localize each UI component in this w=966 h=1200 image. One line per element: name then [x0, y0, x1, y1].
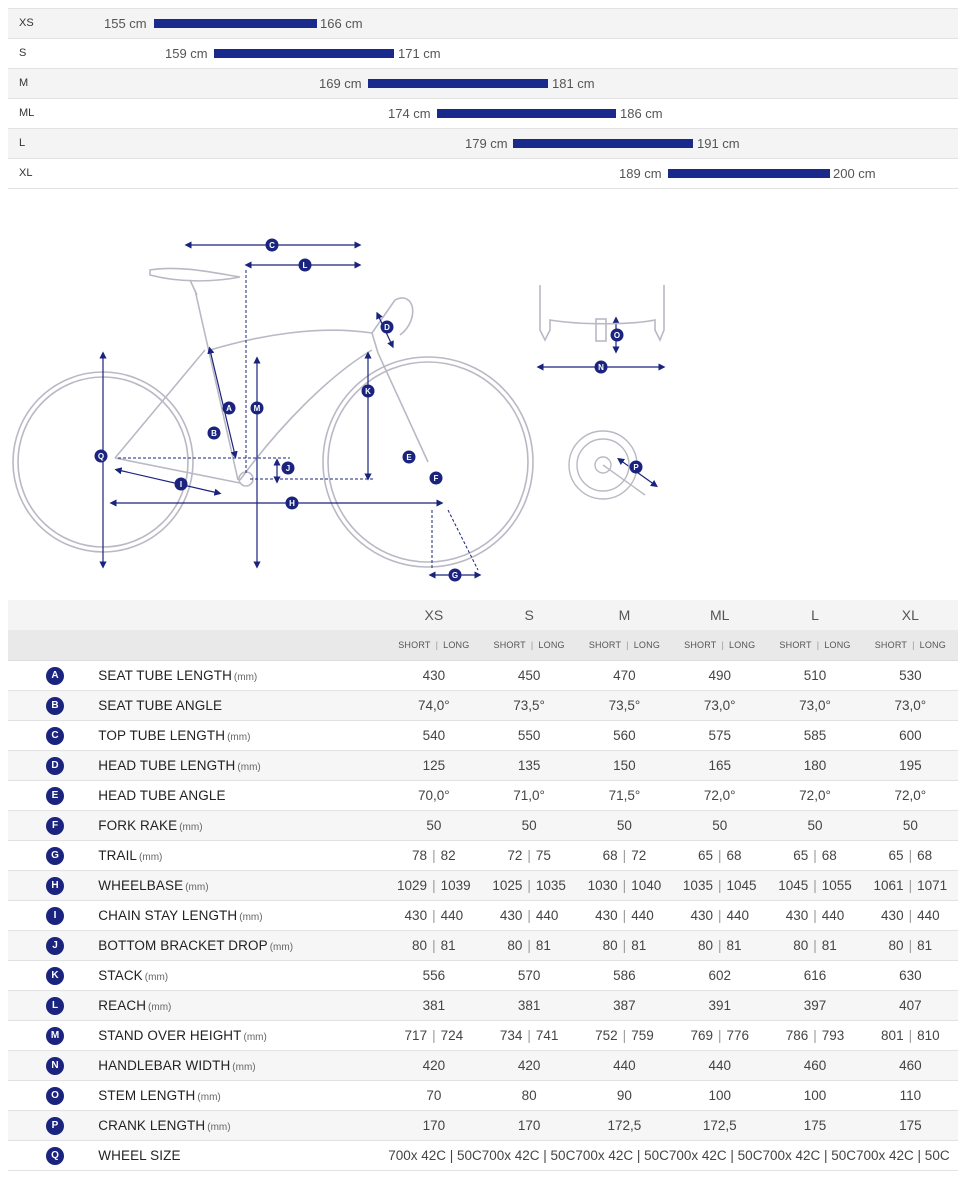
table-cell: 71,0° [513, 787, 545, 803]
svg-text:H: H [289, 499, 295, 508]
table-cell: 180 [803, 757, 827, 773]
table-cell: 65 | 68 [697, 847, 742, 863]
svg-text:E: E [406, 453, 412, 462]
table-cell: 110 [899, 1087, 922, 1103]
row-letter-badge: H [46, 877, 64, 895]
row-letter-badge: F [46, 817, 64, 835]
row-name: FORK RAKE [98, 817, 178, 833]
row-unit: (mm) [232, 1061, 256, 1073]
row-name: TRAIL [98, 847, 138, 863]
table-cell: 769 | 776 [690, 1027, 750, 1043]
table-cell: 450 [517, 667, 541, 683]
short-long-label: SHORT | LONG [779, 639, 851, 650]
table-cell: 172,5 [607, 1117, 642, 1133]
table-cell: 170 [517, 1117, 541, 1133]
table-cell: 586 [613, 967, 636, 983]
size-range-chart [8, 8, 958, 189]
table-cell: 65 | 68 [793, 847, 837, 863]
size-row-xs [8, 8, 958, 39]
table-row [8, 990, 958, 1020]
size-min: 155 cm [104, 16, 147, 31]
table-cell: 460 [899, 1057, 922, 1073]
table-row [8, 690, 958, 720]
short-long-label: SHORT | LONG [684, 639, 756, 650]
diagram-label-g [449, 569, 462, 582]
table-row [8, 1080, 958, 1110]
short-long-label: SHORT | LONG [874, 639, 946, 650]
row-letter-badge: A [46, 667, 64, 685]
row-letter-badge: Q [46, 1147, 64, 1165]
size-label: XS [19, 17, 34, 29]
table-cell: 391 [708, 997, 731, 1013]
table-cell: 150 [613, 757, 636, 773]
size-label: ML [19, 107, 35, 119]
row-unit: (mm) [139, 851, 163, 863]
col-size-xl: XL [901, 607, 919, 623]
table-row [8, 720, 958, 750]
svg-text:M: M [253, 404, 261, 413]
table-cell: 195 [899, 757, 922, 773]
table-cell: 72,0° [799, 787, 831, 803]
table-cell: 540 [422, 727, 446, 743]
table-cell: 80 | 81 [507, 937, 551, 953]
row-name: REACH [98, 997, 147, 1013]
diagram-label-l [299, 259, 312, 272]
diagram-label-m [251, 402, 264, 415]
row-unit: (mm) [207, 1121, 231, 1133]
row-letter-badge: M [46, 1027, 64, 1045]
diagram-label-b [208, 427, 221, 440]
svg-text:L: L [302, 261, 308, 270]
table-cell: 460 [803, 1057, 827, 1073]
table-cell: 73,0° [894, 697, 927, 713]
table-cell: 1045 | 1055 [778, 877, 852, 893]
table-cell: 125 [422, 757, 446, 773]
svg-text:G: G [451, 571, 459, 580]
size-max: 166 cm [320, 16, 363, 31]
row-name: SEAT TUBE LENGTH [98, 667, 232, 683]
diagram-label-j [282, 462, 295, 475]
table-cell: 172,5 [702, 1117, 737, 1133]
size-min: 169 cm [319, 76, 362, 91]
table-row [8, 840, 958, 870]
row-letter-badge: P [46, 1117, 64, 1135]
diagram-label-o [611, 329, 624, 342]
table-cell: 381 [517, 997, 541, 1013]
table-cell: 786 | 793 [785, 1027, 845, 1043]
col-size-m: M [618, 607, 631, 623]
size-min: 174 cm [388, 106, 431, 121]
table-cell: 616 [803, 967, 827, 983]
table-cell: 752 | 759 [595, 1027, 654, 1043]
short-long-label: SHORT | LONG [398, 639, 470, 650]
size-label: M [19, 77, 29, 89]
table-cell: 490 [708, 667, 731, 683]
size-range-bar [154, 19, 317, 28]
row-name: STAND OVER HEIGHT [98, 1027, 242, 1043]
row-unit: (mm) [197, 1091, 221, 1103]
table-cell: 72,0° [703, 787, 736, 803]
size-row-l [8, 129, 958, 159]
row-unit: (mm) [144, 971, 169, 983]
table-cell: 80 | 81 [412, 937, 456, 953]
table-cell: 440 [613, 1057, 636, 1073]
row-unit: (mm) [237, 761, 261, 773]
table-cell: 72,0° [894, 787, 927, 803]
row-name: BOTTOM BRACKET DROP [98, 937, 268, 953]
table-cell: 1025 | 1035 [492, 877, 566, 893]
row-name: HEAD TUBE ANGLE [98, 787, 226, 803]
row-name: STEM LENGTH [98, 1087, 196, 1103]
geometry-table [8, 600, 958, 1171]
table-cell: 430 | 440 [690, 907, 750, 923]
size-min: 189 cm [619, 166, 662, 181]
table-cell: 570 [517, 967, 541, 983]
table-cell: 50 [807, 817, 823, 833]
table-cell: 801 | 810 [881, 1027, 940, 1043]
table-cell: 80 | 81 [697, 937, 742, 953]
size-max: 181 cm [552, 76, 595, 91]
wheel-size-value: 700x 42C | 50C700x 42C | 50C700x 42C | 50C700x 42C | 50C700x 42C | 50C700x 42C | 50C [388, 1147, 950, 1163]
table-cell: 430 | 440 [404, 907, 464, 923]
table-cell: 470 [613, 667, 636, 683]
svg-text:A: A [226, 404, 232, 413]
diagram-label-a [223, 402, 236, 415]
dashed-guides [118, 270, 478, 570]
col-size-ml: ML [710, 607, 730, 623]
table-cell: 68 | 72 [602, 847, 647, 863]
size-min: 159 cm [165, 46, 208, 61]
table-cell: 65 | 68 [888, 847, 933, 863]
table-cell: 100 [803, 1087, 827, 1103]
size-max: 186 cm [620, 106, 663, 121]
table-row [8, 750, 958, 780]
table-cell: 585 [803, 727, 827, 743]
svg-text:K: K [365, 387, 371, 396]
table-cell: 73,5° [608, 697, 641, 713]
table-row [8, 1050, 958, 1080]
row-name: STACK [98, 967, 143, 983]
short-long-label: SHORT | LONG [493, 639, 565, 650]
seatpost [190, 280, 197, 295]
row-unit: (mm) [243, 1031, 267, 1043]
table-cell: 73,0° [703, 697, 736, 713]
table-cell: 1035 | 1045 [682, 877, 757, 893]
row-unit: (mm) [179, 821, 203, 833]
svg-text:C: C [269, 241, 275, 250]
diagram-label-n [595, 361, 608, 374]
table-cell: 135 [517, 757, 541, 773]
table-cell: 430 | 440 [499, 907, 559, 923]
svg-text:O: O [613, 331, 621, 340]
table-cell: 1061 | 1071 [873, 877, 948, 893]
diagram-label-p [630, 461, 643, 474]
table-cell: 80 | 81 [888, 937, 933, 953]
svg-text:I: I [179, 480, 183, 489]
row-letter-badge: C [46, 727, 64, 745]
table-size-header [8, 600, 958, 630]
row-name: HEAD TUBE LENGTH [98, 757, 236, 773]
table-cell: 50 [616, 817, 632, 833]
table-cell: 90 [616, 1087, 632, 1103]
table-cell: 175 [899, 1117, 922, 1133]
svg-text:B: B [211, 429, 217, 438]
table-cell: 73,5° [513, 697, 545, 713]
col-size-xs: XS [424, 607, 444, 623]
table-row [8, 870, 958, 900]
size-row-xl [8, 159, 958, 189]
table-row [8, 900, 958, 930]
row-name: WHEEL SIZE [98, 1147, 181, 1163]
table-cell: 397 [803, 997, 827, 1013]
size-range-bar [437, 109, 616, 118]
handlebar [395, 298, 413, 335]
row-unit: (mm) [239, 911, 263, 923]
row-name: TOP TUBE LENGTH [98, 727, 226, 743]
fork [378, 353, 428, 462]
col-size-s: S [524, 607, 534, 623]
handlebar-detail [540, 285, 664, 341]
svg-text:J: J [285, 464, 291, 473]
size-label: L [19, 137, 26, 149]
table-cell: 440 [708, 1057, 731, 1073]
row-letter-badge: G [46, 847, 64, 865]
table-cell: 70,0° [417, 787, 450, 803]
svg-text:P: P [633, 463, 639, 472]
table-cell: 175 [803, 1117, 827, 1133]
table-cell: 78 | 82 [412, 847, 456, 863]
table-row [8, 930, 958, 960]
table-cell: 600 [899, 727, 922, 743]
row-name: CHAIN STAY LENGTH [98, 907, 238, 923]
table-cell: 100 [708, 1087, 731, 1103]
table-row [8, 780, 958, 810]
table-cell: 73,0° [799, 697, 831, 713]
diagram-label-f [430, 472, 443, 485]
table-cell: 80 | 81 [602, 937, 647, 953]
row-name: WHEELBASE [98, 877, 184, 893]
row-name: SEAT TUBE ANGLE [98, 697, 223, 713]
size-range-bar [214, 49, 394, 58]
top-tube [210, 330, 372, 350]
size-max: 191 cm [697, 136, 740, 151]
row-letter-badge: E [46, 787, 64, 805]
diagram-label-d [381, 321, 394, 334]
size-range-bar [368, 79, 548, 88]
row-unit: (mm) [148, 1001, 172, 1013]
svg-text:N: N [598, 363, 604, 372]
table-row [8, 660, 958, 690]
size-label: S [19, 47, 27, 59]
down-tube [240, 350, 372, 480]
diagram-label-h [286, 497, 299, 510]
table-row [8, 960, 958, 990]
table-cell: 630 [899, 967, 922, 983]
table-cell: 80 [521, 1087, 537, 1103]
size-range-bar [513, 139, 693, 148]
table-cell: 74,0° [417, 697, 450, 713]
head-tube [372, 333, 378, 353]
size-row-ml [8, 99, 958, 129]
table-cell: 560 [613, 727, 636, 743]
size-label: XL [19, 167, 33, 179]
size-range-bar [668, 169, 830, 178]
diagram-label-e [403, 451, 416, 464]
row-letter-badge: L [46, 997, 64, 1015]
seat-tube [195, 290, 238, 480]
size-min: 179 cm [465, 136, 508, 151]
row-letter-badge: B [46, 697, 64, 715]
dimension-lines [103, 245, 662, 575]
bike-outline [13, 268, 533, 567]
table-cell: 407 [899, 997, 922, 1013]
svg-text:Q: Q [97, 452, 105, 461]
table-row [8, 1020, 958, 1050]
table-cell: 430 | 440 [785, 907, 845, 923]
row-unit: (mm) [185, 881, 209, 893]
table-cell: 510 [803, 667, 827, 683]
table-cell: 1029 | 1039 [397, 877, 471, 893]
diagram-label-k [362, 385, 375, 398]
row-letter-badge: I [46, 907, 64, 925]
table-cell: 420 [517, 1057, 541, 1073]
short-long-label: SHORT | LONG [588, 639, 661, 650]
table-cell: 50 [902, 817, 918, 833]
row-unit: (mm) [233, 671, 258, 683]
size-max: 171 cm [398, 46, 441, 61]
table-cell: 530 [899, 667, 922, 683]
svg-text:F: F [433, 474, 439, 483]
row-letter-badge: K [46, 967, 64, 985]
svg-text:D: D [384, 323, 390, 332]
diagram-label-q [95, 450, 108, 463]
table-row [8, 810, 958, 840]
diagram-label-i [175, 478, 188, 491]
table-cell: 1030 | 1040 [587, 877, 662, 893]
table-short-long-header [8, 630, 958, 660]
table-cell: 602 [708, 967, 731, 983]
size-row-m [8, 69, 958, 99]
table-cell: 430 | 440 [595, 907, 654, 923]
table-cell: 734 | 741 [499, 1027, 559, 1043]
table-cell: 50 [426, 817, 442, 833]
table-cell: 50 [712, 817, 728, 833]
col-size-l: L [811, 607, 819, 623]
table-row [8, 1140, 958, 1170]
row-name: HANDLEBAR WIDTH [98, 1057, 231, 1073]
size-row-s [8, 39, 958, 69]
row-letter-badge: O [46, 1087, 64, 1105]
table-body [8, 660, 958, 1170]
table-cell: 550 [517, 727, 541, 743]
table-cell: 556 [422, 967, 446, 983]
table-cell: 165 [708, 757, 731, 773]
row-letter-badge: J [46, 937, 64, 955]
size-max: 200 cm [833, 166, 876, 181]
saddle [150, 268, 240, 280]
table-cell: 717 | 724 [404, 1027, 464, 1043]
table-cell: 430 | 440 [881, 907, 940, 923]
row-unit: (mm) [269, 941, 294, 953]
table-cell: 575 [708, 727, 731, 743]
row-letter-badge: N [46, 1057, 64, 1075]
table-cell: 387 [613, 997, 636, 1013]
table-cell: 170 [422, 1117, 446, 1133]
table-cell: 50 [521, 817, 537, 833]
table-cell: 430 [422, 667, 446, 683]
table-cell: 72 | 75 [507, 847, 551, 863]
table-cell: 70 [426, 1087, 442, 1103]
table-cell: 71,5° [608, 787, 641, 803]
bike-geometry-diagram [0, 225, 700, 590]
row-name: CRANK LENGTH [98, 1117, 206, 1133]
diagram-label-c [266, 239, 279, 252]
table-cell: 420 [422, 1057, 446, 1073]
table-cell: 80 | 81 [793, 937, 837, 953]
table-cell: 381 [422, 997, 446, 1013]
row-letter-badge: D [46, 757, 64, 775]
table-row [8, 1110, 958, 1140]
row-unit: (mm) [227, 731, 251, 743]
